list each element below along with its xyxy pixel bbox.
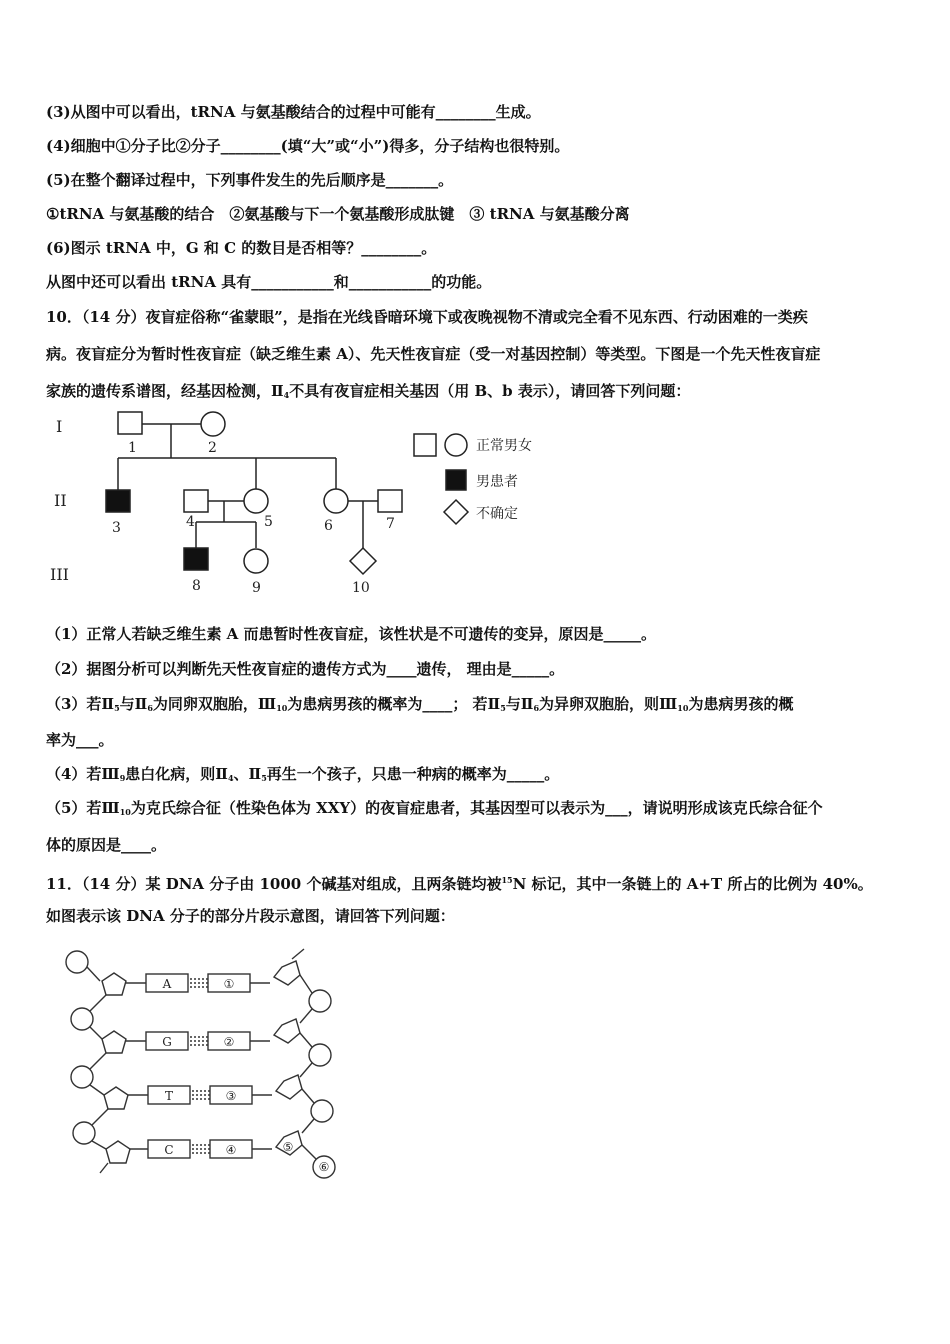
q10-sub3-cont: 率为___。 [46, 731, 114, 749]
base-label-t: T [164, 1089, 174, 1103]
generation-label-1: I [56, 417, 63, 436]
q10-sub4: （4）若$Ⅲ_9$患白化病，则$Ⅱ_4$、$Ⅱ_5$再生一个孩子，只患一种病的概率为_____。 [46, 765, 560, 783]
individual-4-normal-male [184, 490, 208, 512]
individual-3-affected-male [106, 490, 130, 512]
label-9: 9 [252, 580, 261, 596]
individual-2-normal-female [201, 412, 225, 436]
base-label-c: C [164, 1143, 174, 1157]
q9-part7: 从图中还可以看出 tRNA 具有___________和___________的功能。 [46, 273, 492, 291]
q9-part4: (4)细胞中①分子比②分子________(填“大”或“小”)得多，分子结构也很特别。 [46, 137, 570, 155]
legend-affected-male: 男患者 [476, 474, 518, 490]
label-3: 3 [112, 520, 121, 536]
q10-sub5: （5）若$Ⅲ_{10}$为克氏综合征（性染色体为 XXY）的夜盲症患者，其基因型可以表示为___，请说明形成该克氏综合征个 [46, 799, 823, 817]
legend-uncertain: 不确定 [476, 506, 518, 522]
individual-9-normal-female [244, 549, 268, 573]
q10-intro-line1: 10．（14 分）夜盲症俗称“雀蒙眼”，是指在光线昏暗环境下或夜晚视物不清或完全看不见东西、行动困难的一类疾 [46, 308, 808, 326]
label-4: 4 [186, 514, 195, 530]
label-6: 6 [324, 518, 333, 534]
pedigree-chart [46, 410, 606, 610]
dna-fragment-diagram [60, 945, 350, 1185]
individual-10-uncertain [350, 548, 376, 574]
q10-intro-line2: 病。夜盲症分为暂时性夜盲症（缺乏维生素 A）、先天性夜盲症（受一对基因控制）等类型。下图是一个先天性夜盲症 [46, 345, 821, 363]
individual-6-normal-female [324, 489, 348, 513]
q11-intro-line2: 如图表示该 DNA 分子的部分片段示意图，请回答下列问题： [46, 907, 455, 925]
q9-part3: (3)从图中可以看出，tRNA 与氨基酸结合的过程中可能有________生成。 [46, 103, 541, 121]
base-label-g: G [162, 1035, 172, 1049]
q10-sub5-cont: 体的原因是____。 [46, 836, 167, 854]
label-8: 8 [192, 578, 201, 594]
individual-7-normal-male [378, 490, 402, 512]
q9-part5: (5)在整个翻译过程中，下列事件发生的先后顺序是_______。 [46, 171, 454, 189]
label-7: 7 [386, 516, 395, 532]
individual-8-affected-male [184, 548, 208, 570]
label-10: 10 [352, 580, 370, 596]
base-label-a: A [162, 977, 172, 991]
label-2: 2 [208, 440, 217, 456]
individual-5-normal-female [244, 489, 268, 513]
q10-sub2: （2）据图分析可以判断先天性夜盲症的遗传方式为____遗传， 理由是_____。 [46, 660, 565, 678]
individual-1-normal-male [118, 412, 142, 434]
partner-label-2: ② [223, 1035, 235, 1049]
q9-options: ①tRNA 与氨基酸的结合 ②氨基酸与下一个氨基酸形成肽键 ③ tRNA 与氨基酸分离 [46, 205, 630, 223]
label-5: 5 [264, 514, 273, 530]
legend-normal: 正常男女 [476, 438, 532, 454]
partner-label-1: ① [223, 977, 235, 991]
q10-sub1: （1）正常人若缺乏维生素 A 而患暂时性夜盲症，该性状是不可遗传的变异，原因是_____。 [46, 625, 657, 643]
generation-label-3: III [50, 565, 69, 584]
q11-intro-line1: 11．（14 分）某 DNA 分子由 1000 个碱基对组成，且两条链均被$^{15}$N 标记，其中一条链上的 A+T 所占的比例为 40%。 [46, 875, 873, 893]
q10-intro-line3: 家族的遗传系谱图，经基因检测，$Ⅱ_4$不具有夜盲症相关基因（用 B、b 表示），请回答下列问题： [46, 382, 691, 400]
q10-sub3: （3）若$Ⅱ_5$与$Ⅱ_6$为同卵双胞胎，$Ⅲ_{10}$为患病男孩的概率为____； 若$Ⅱ_5$与$Ⅱ_6$为异卵双胞胎，则$Ⅲ_{10}$为患病男孩的概 [46, 695, 794, 713]
marker-label-6: ⑥ [318, 1160, 330, 1174]
marker-label-5: ⑤ [282, 1140, 294, 1154]
partner-label-4: ④ [225, 1143, 237, 1157]
generation-label-2: II [54, 491, 67, 510]
q9-part6: (6)图示 tRNA 中，G 和 C 的数目是否相等？________。 [46, 239, 437, 257]
label-1: 1 [128, 440, 137, 456]
partner-label-3: ③ [225, 1089, 237, 1103]
